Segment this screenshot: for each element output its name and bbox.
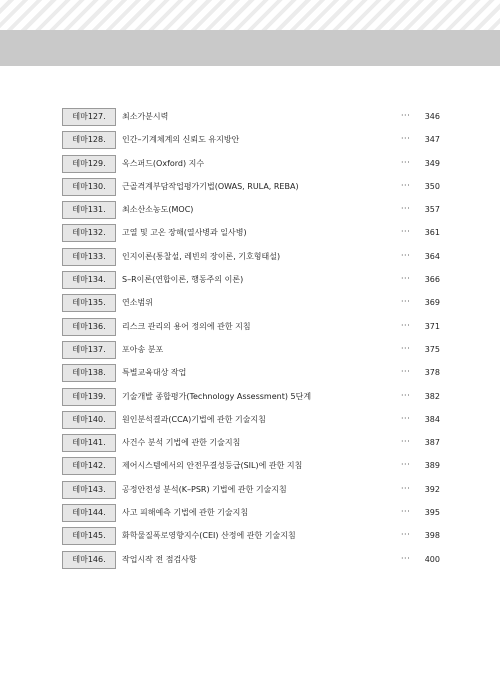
leader-dots: ··· [401,180,411,190]
leader-dots: ··· [401,204,411,214]
leader-dots: ··· [401,367,411,377]
page-number: 398 [424,531,440,541]
toc-entry-title: 리스크 관리의 용어 정의에 관한 지침 [122,321,251,331]
theme-number-label: 테마133. [62,248,116,266]
theme-number-label: 테마136. [62,318,116,336]
page-number: 369 [424,298,440,308]
toc-entry-title: 고열 및 고온 장해(열사병과 일사병) [122,228,247,238]
toc-entry-title: 특별교육대상 작업 [122,368,187,378]
toc-entry-title: 인간–기계체계의 신뢰도 유지방안 [122,135,240,145]
toc-entry[interactable] [62,248,442,266]
toc-entry[interactable] [62,527,442,545]
toc-entry-title: 근골격계부담작업평가기법(OWAS, RULA, REBA) [122,181,299,191]
toc-entry[interactable] [62,411,442,429]
page-number: 361 [424,228,440,238]
leader-dots: ··· [401,134,411,144]
theme-number-label: 테마139. [62,388,116,406]
toc-entry[interactable] [62,434,442,452]
decorative-stripe-band [0,0,500,30]
page-number: 346 [424,112,440,121]
theme-number-label: 테마146. [62,551,116,569]
toc-entry-title: 기술개발 종합평가(Technology Assessment) 5단계 [122,391,312,401]
leader-dots: ··· [401,320,411,330]
page-number: 384 [424,414,440,424]
theme-number-label: 테마131. [62,201,116,219]
toc-entry-title: 인지이론(통찰설, 레빈의 장이론, 기호형태설) [122,251,281,261]
theme-number-label: 테마142. [62,457,116,475]
theme-number-label: 테마135. [62,294,116,312]
toc-entry[interactable] [62,201,442,219]
page-number: 349 [424,158,440,168]
theme-number-label: 테마144. [62,504,116,522]
page-number: 389 [424,461,440,471]
toc-entry[interactable] [62,224,442,242]
leader-dots: ··· [401,460,411,470]
page-number: 395 [424,508,440,518]
toc-entry[interactable] [62,155,442,173]
page-number: 375 [424,344,440,354]
page-number: 371 [424,321,440,331]
toc-entry-title: S–R이론(연합이론, 행동주의 이론) [122,275,244,285]
toc-entry[interactable] [62,481,442,499]
theme-number-label: 테마128. [62,131,116,149]
toc-entry[interactable] [62,271,442,289]
theme-number-label: 테마132. [62,224,116,242]
toc-entry-title: 최소산소농도(MOC) [122,205,194,215]
leader-dots: ··· [401,250,411,260]
page-number: 350 [424,181,440,191]
toc-entry-title: 사건수 분석 기법에 관한 기술지침 [122,438,241,448]
leader-dots: ··· [401,507,411,517]
page-number: 347 [424,135,440,145]
toc-entry[interactable] [62,364,442,382]
toc-entry-title: 원인분석결과(CCA)기법에 관한 기술지침 [122,414,266,424]
leader-dots: ··· [401,413,411,423]
toc-entry-title: 최소가분시력 [122,112,169,121]
toc-entry-title: 제어시스템에서의 안전무결성등급(SIL)에 관한 지침 [122,461,303,471]
table-of-contents [62,108,442,574]
leader-dots: ··· [401,297,411,307]
toc-entry[interactable] [62,294,442,312]
leader-dots: ··· [401,390,411,400]
toc-entry[interactable] [62,341,442,359]
theme-number-label: 테마134. [62,271,116,289]
theme-number-label: 테마145. [62,527,116,545]
page-number: 382 [424,391,440,401]
page-number: 357 [424,205,440,215]
leader-dots: ··· [401,483,411,493]
page-number: 366 [424,275,440,285]
toc-entry-title: 공정안전성 분석(K–PSR) 기법에 관한 기술지침 [122,484,287,494]
leader-dots: ··· [401,530,411,540]
toc-entry-title: 작업시작 전 점검사항 [122,554,197,564]
leader-dots: ··· [401,111,411,120]
toc-entry-title: 연소범위 [122,298,153,308]
theme-number-label: 테마140. [62,411,116,429]
toc-entry[interactable] [62,131,442,149]
leader-dots: ··· [401,553,411,563]
toc-entry-title: 화학물질폭로영향지수(CEI) 산정에 관한 기술지침 [122,531,296,541]
page-number: 392 [424,484,440,494]
leader-dots: ··· [401,274,411,284]
theme-number-label: 테마130. [62,178,116,196]
toc-entry[interactable] [62,178,442,196]
toc-entry[interactable] [62,457,442,475]
toc-entry-title: 옥스퍼드(Oxford) 지수 [122,158,205,168]
page-number: 400 [424,554,440,564]
leader-dots: ··· [401,157,411,167]
page-number: 364 [424,251,440,261]
toc-entry[interactable] [62,551,442,569]
toc-entry[interactable] [62,318,442,336]
theme-number-label: 테마137. [62,341,116,359]
leader-dots: ··· [401,227,411,237]
toc-entry-title: 포아송 분포 [122,344,164,354]
toc-entry[interactable] [62,388,442,406]
theme-number-label: 테마129. [62,155,116,173]
theme-number-label: 테마143. [62,481,116,499]
leader-dots: ··· [401,343,411,353]
toc-entry-title: 사고 피해예측 기법에 관한 기술지침 [122,508,249,518]
header-band [0,30,500,66]
page-number: 387 [424,438,440,448]
theme-number-label: 테마141. [62,434,116,452]
page-number: 378 [424,368,440,378]
theme-number-label: 테마127. [62,108,116,126]
theme-number-label: 테마138. [62,364,116,382]
toc-entry[interactable] [62,504,442,522]
toc-entry[interactable] [62,108,442,126]
leader-dots: ··· [401,437,411,447]
